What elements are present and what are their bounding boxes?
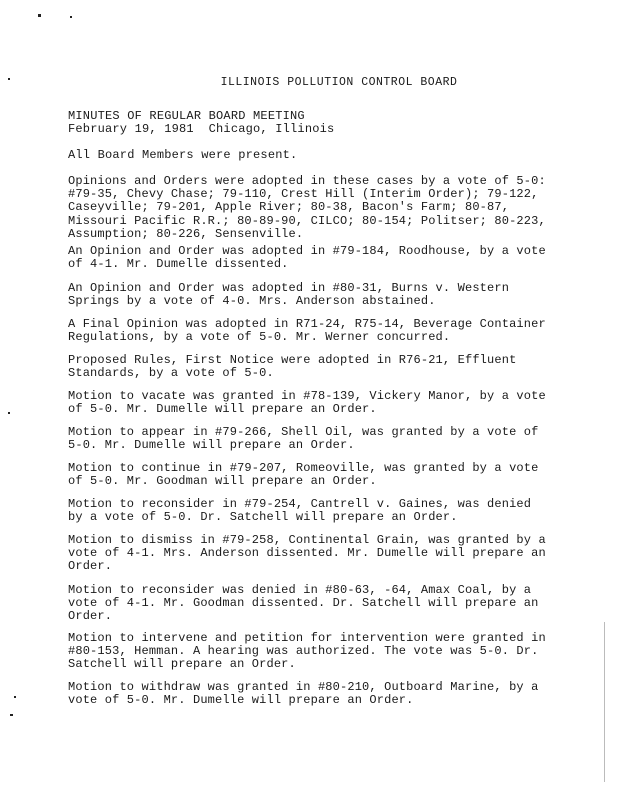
scan-mark: [38, 14, 41, 17]
document-title: ILLINOIS POLLUTION CONTROL BOARD: [220, 76, 458, 89]
scan-mark: [604, 622, 605, 782]
paragraph: An Opinion and Order was adopted in #79-184, Roodhouse, by a vote of 4-1. Mr. Dumelle dissented.: [68, 244, 546, 272]
paragraph: Motion to appear in #79-266, Shell Oil, was granted by a vote of 5-0. Mr. Dumelle will prepare an Order.: [68, 425, 539, 453]
paragraph: Motion to intervene and petition for intervention were granted in #80-153, Hemman. A hearing was authorized. The vote was 5-0. Dr. Satchell will prepare an Order.: [68, 631, 546, 672]
paragraph: Motion to reconsider in #79-254, Cantrell v. Gaines, was denied by a vote of 5-0. Dr. Satchell will prepare an Order.: [68, 497, 532, 525]
scan-mark: [10, 714, 13, 716]
attendance-note: All Board Members were present.: [68, 148, 298, 162]
paragraph: An Opinion and Order was adopted in #80-31, Burns v. Western Springs by a vote of 4-0. Mrs. Anderson abstained.: [68, 281, 510, 309]
scan-mark: [70, 16, 72, 18]
meeting-date: February 19, 1981 Chicago, Illinois: [68, 122, 335, 136]
paragraph: Motion to reconsider was denied in #80-63, -64, Amax Coal, by a vote of 4-1. Mr. Goodman dissented. Dr. Satchell will prepare an Order.: [68, 583, 539, 624]
paragraph: Motion to vacate was granted in #78-139, Vickery Manor, by a vote of 5-0. Mr. Dumelle will prepare an Order.: [68, 389, 546, 417]
scan-mark: [14, 696, 16, 698]
paragraph: Opinions and Orders were adopted in these cases by a vote of 5-0: #79-35, Chevy Chase; 79-110, Crest Hill (Interim Order); 79-122, Caseyville; 79-201, Apple River; 80-38, Bacon's Farm; 80-87, Missouri Pacific R.R.; 80-89-90, CILCO; 80-154; Politser; 80-223, Assumption; 80-226, Sensenville.: [68, 174, 546, 241]
paragraph: A Final Opinion was adopted in R71-24, R75-14, Beverage Container Regulations, by a vote of 5-0. Mr. Werner concurred.: [68, 317, 546, 345]
minutes-heading: MINUTES OF REGULAR BOARD MEETING: [68, 109, 305, 123]
paragraph: Motion to withdraw was granted in #80-210, Outboard Marine, by a vote of 5-0. Mr. Dumelle will prepare an Order.: [68, 680, 539, 708]
scan-mark: [8, 412, 10, 414]
paragraph: Motion to continue in #79-207, Romeoville, was granted by a vote of 5-0. Mr. Goodman will prepare an Order.: [68, 461, 539, 489]
paragraph: Motion to dismiss in #79-258, Continental Grain, was granted by a vote of 4-1. Mrs. Anderson dissented. Mr. Dumelle will prepare an Order.: [68, 533, 546, 574]
paragraph: Proposed Rules, First Notice were adopted in R76-21, Effluent Standards, by a vote of 5-0.: [68, 353, 517, 381]
